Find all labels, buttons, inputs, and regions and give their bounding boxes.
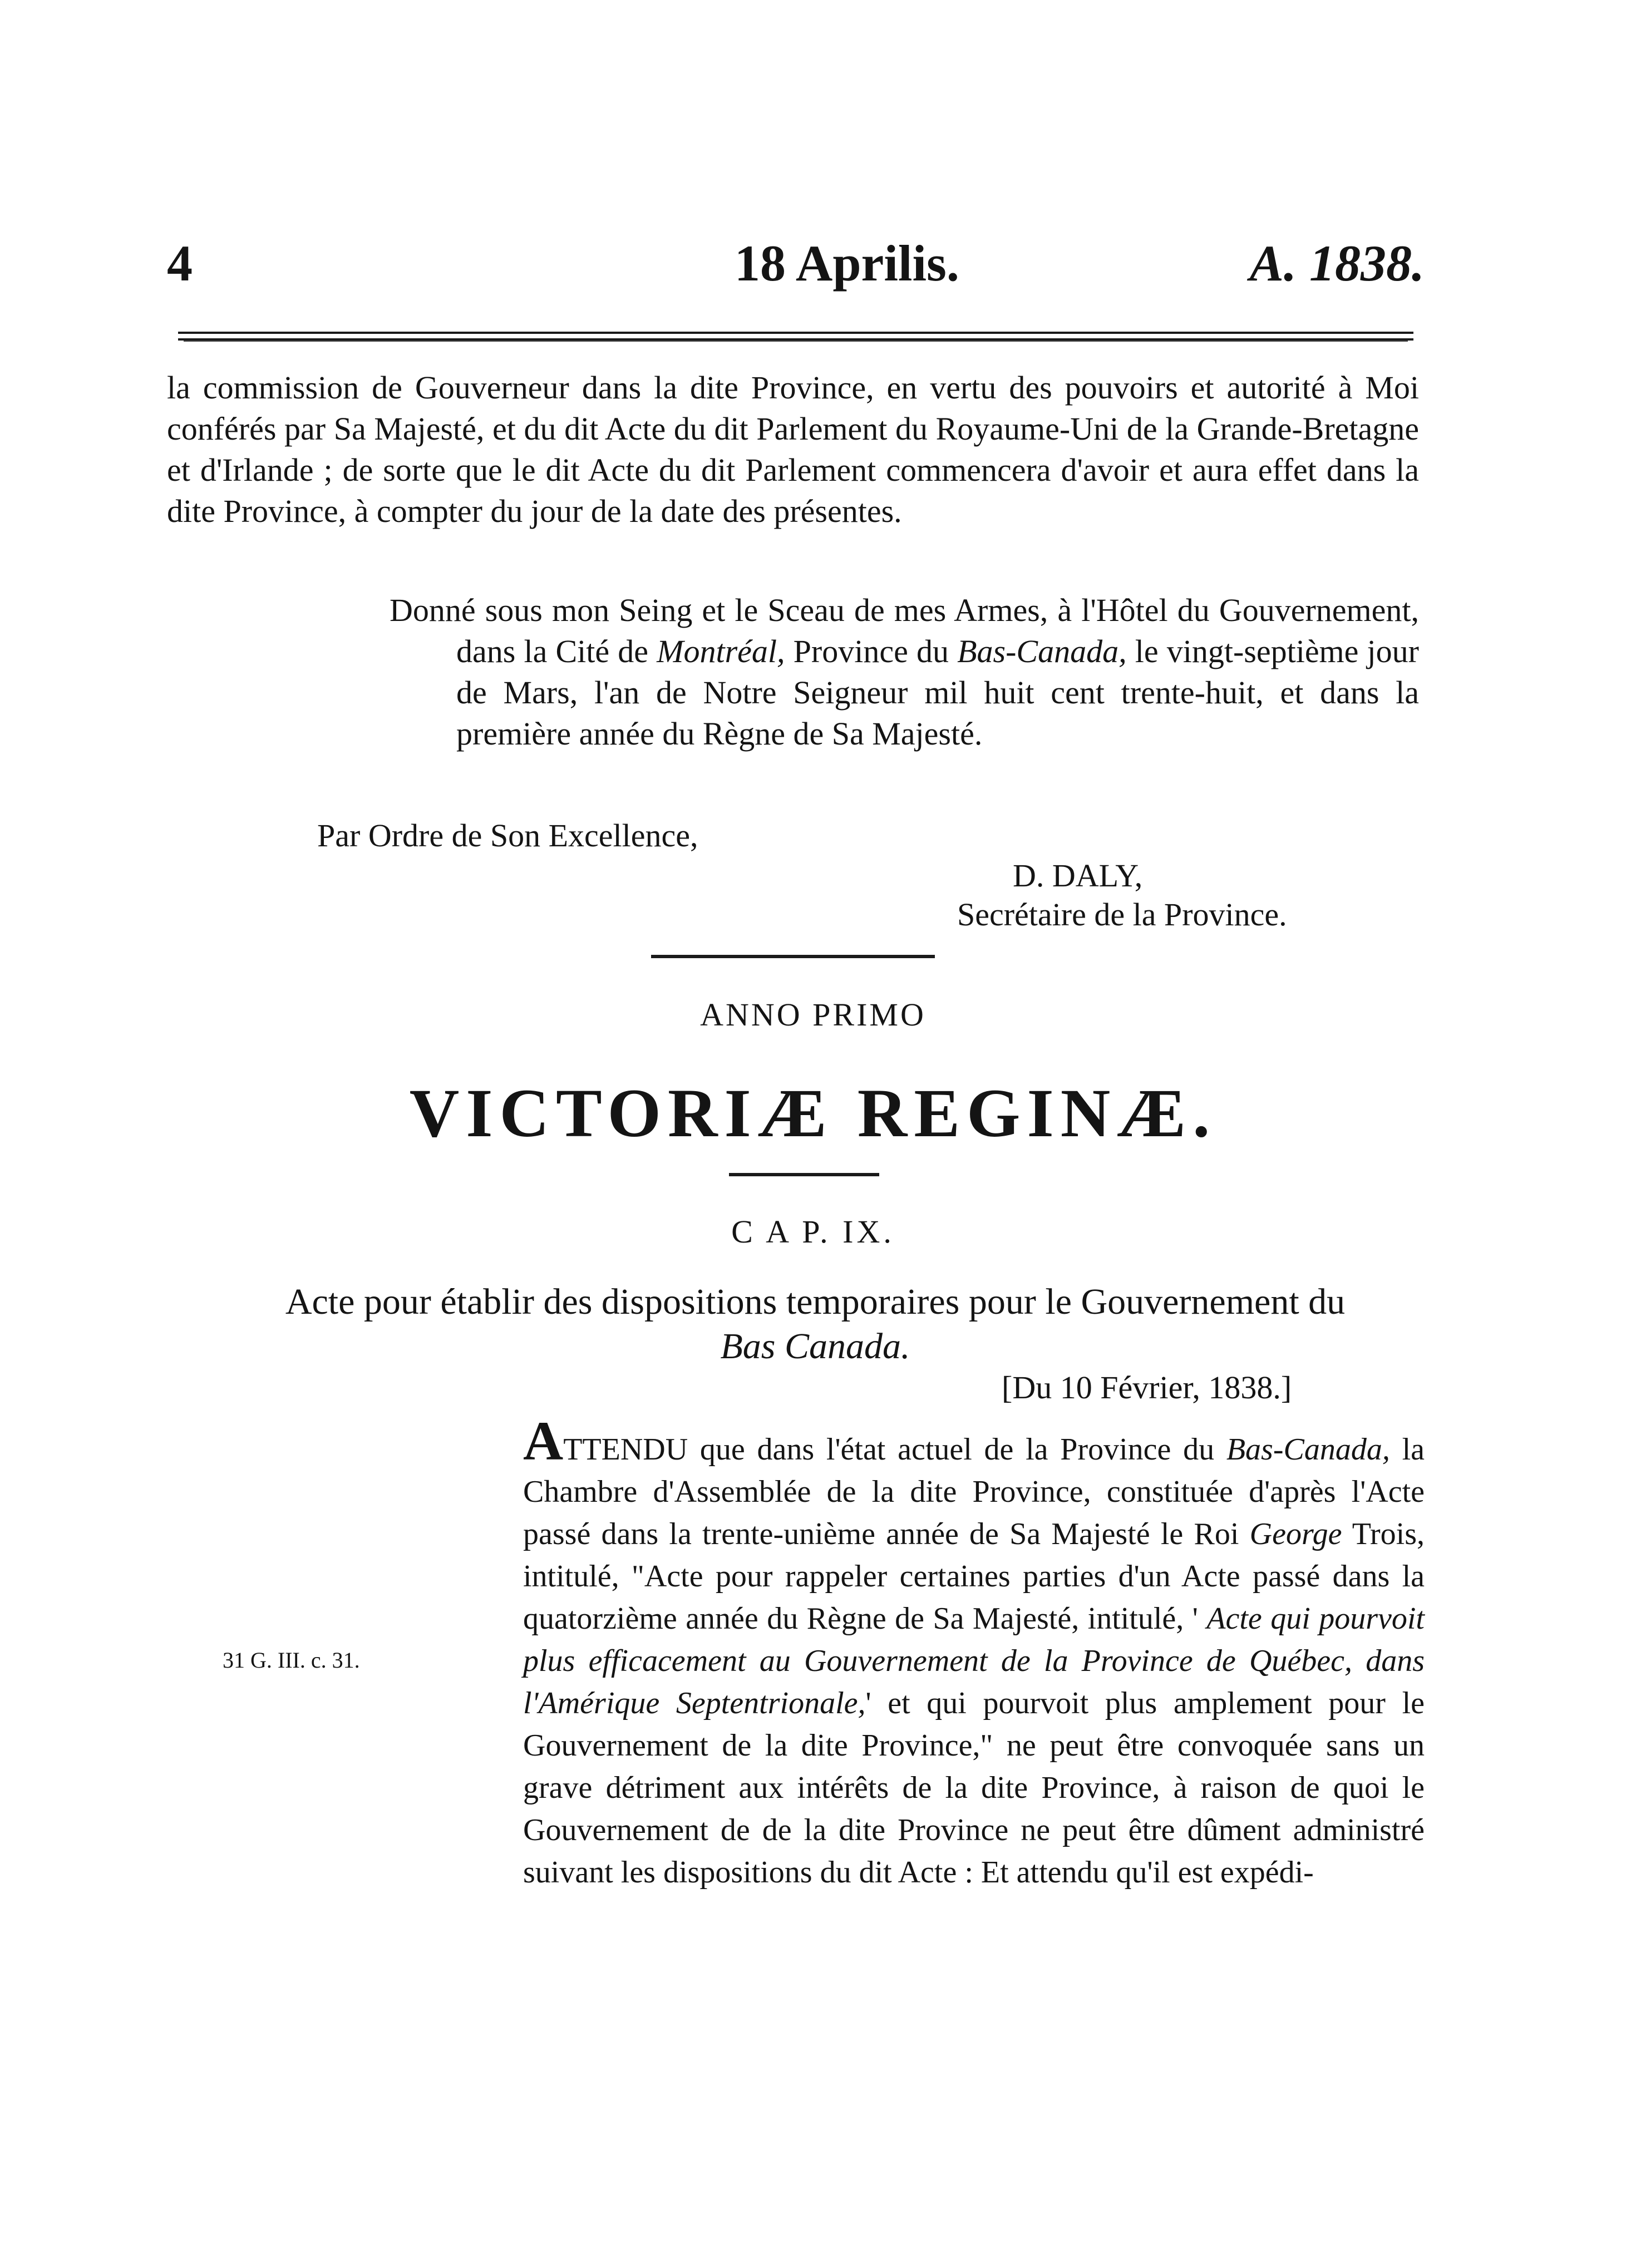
body-text-1: TTENDU que dans l'état actuel de la Province du [563, 1432, 1226, 1467]
page-header [167, 234, 1425, 300]
header-date: 18 Aprilis. [735, 235, 959, 292]
given-text-c: le vingt-septième jour de Mars, l'an de Notre Seigneur mil huit cent trente-huit, et dans la première année du Règne de Sa Majesté. [456, 633, 1419, 752]
margin-note: 31 G. III. c. 31. [223, 1648, 360, 1673]
body-text-2: la Chambre d'Assemblée de la dite Province, constituée d'après l'Acte passé dans la trente-unième année de Sa Majesté le Roi [523, 1432, 1425, 1551]
given-text-a: Donné sous mon Seing et le Sceau de mes Armes, à l'Hôtel du Gouvernement, dans la Cité de [390, 592, 1419, 669]
body-text-4: ' et qui pourvoit plus amplement pour le Gouvernement de la dite Province," ne peut être convoquée sans un grave détriment aux intérêts de la dite Province, à raison de quoi le Gouvernement de de la dite Province ne peut être dûment administré suivant les dispositions du dit Acte : Et attendu qu'il est expédi- [523, 1686, 1425, 1890]
act-title-italic: Bas Canada. [720, 1326, 910, 1367]
given-text-b: Province du [785, 633, 958, 669]
body-text-3: Trois, intitulé, "Acte pour rappeler certaines parties d'un Acte passé dans la quatorzième année du Règne de Sa Majesté, intitulé, ' [523, 1517, 1425, 1636]
given-city: Montréal, [657, 633, 785, 669]
continuation-paragraph: la commission de Gouverneur dans la dite Province, en vertu des pouvoirs et autorité à Moi conférés par Sa Majesté, et du dit Acte du dit Parlement du Royaume-Uni de la Grande-Bretagne et d'Irlande ; de sorte que le dit Acte du dit Parlement commencera d'avoir et aura effet dans la dite Province, à compter du jour de la date des présentes. [167, 369, 1419, 529]
act-title-text: Acte pour établir des dispositions temporaires pour le Gouvernement du [285, 1281, 1346, 1322]
order-line: Par Ordre de Son Excellence, [317, 817, 698, 854]
header-year: A. 1838. [1249, 235, 1425, 292]
page-number: 4 [167, 235, 193, 292]
header-rule-thin [184, 341, 1408, 342]
body-italic-2: George [1249, 1517, 1342, 1551]
signatory-title: Secrétaire de la Province. [957, 896, 1287, 933]
reign-divider [729, 1173, 879, 1176]
chapter-heading: C A P. IX. [731, 1214, 895, 1250]
anno-heading: ANNO PRIMO [700, 997, 926, 1033]
act-date: [Du 10 Février, 1838.] [1002, 1369, 1292, 1406]
section-divider [651, 955, 935, 958]
body-italic-1: Bas-Canada, [1226, 1432, 1390, 1467]
drop-cap: A [523, 1410, 564, 1472]
act-title [184, 1280, 1447, 1369]
signatory-name: D. DALY, [1013, 857, 1143, 894]
act-body [523, 1410, 1425, 1894]
body-italic-3: Acte qui pourvoit plus efficacement au Gouvernement de la Province de Québec, dans l'Amérique Septentrionale, [523, 1601, 1425, 1720]
given-under-paragraph [390, 590, 1419, 755]
reign-heading: VICTORIÆ REGINÆ. [409, 1075, 1217, 1151]
given-province: Bas-Canada, [957, 633, 1127, 669]
header-rule [178, 332, 1413, 341]
